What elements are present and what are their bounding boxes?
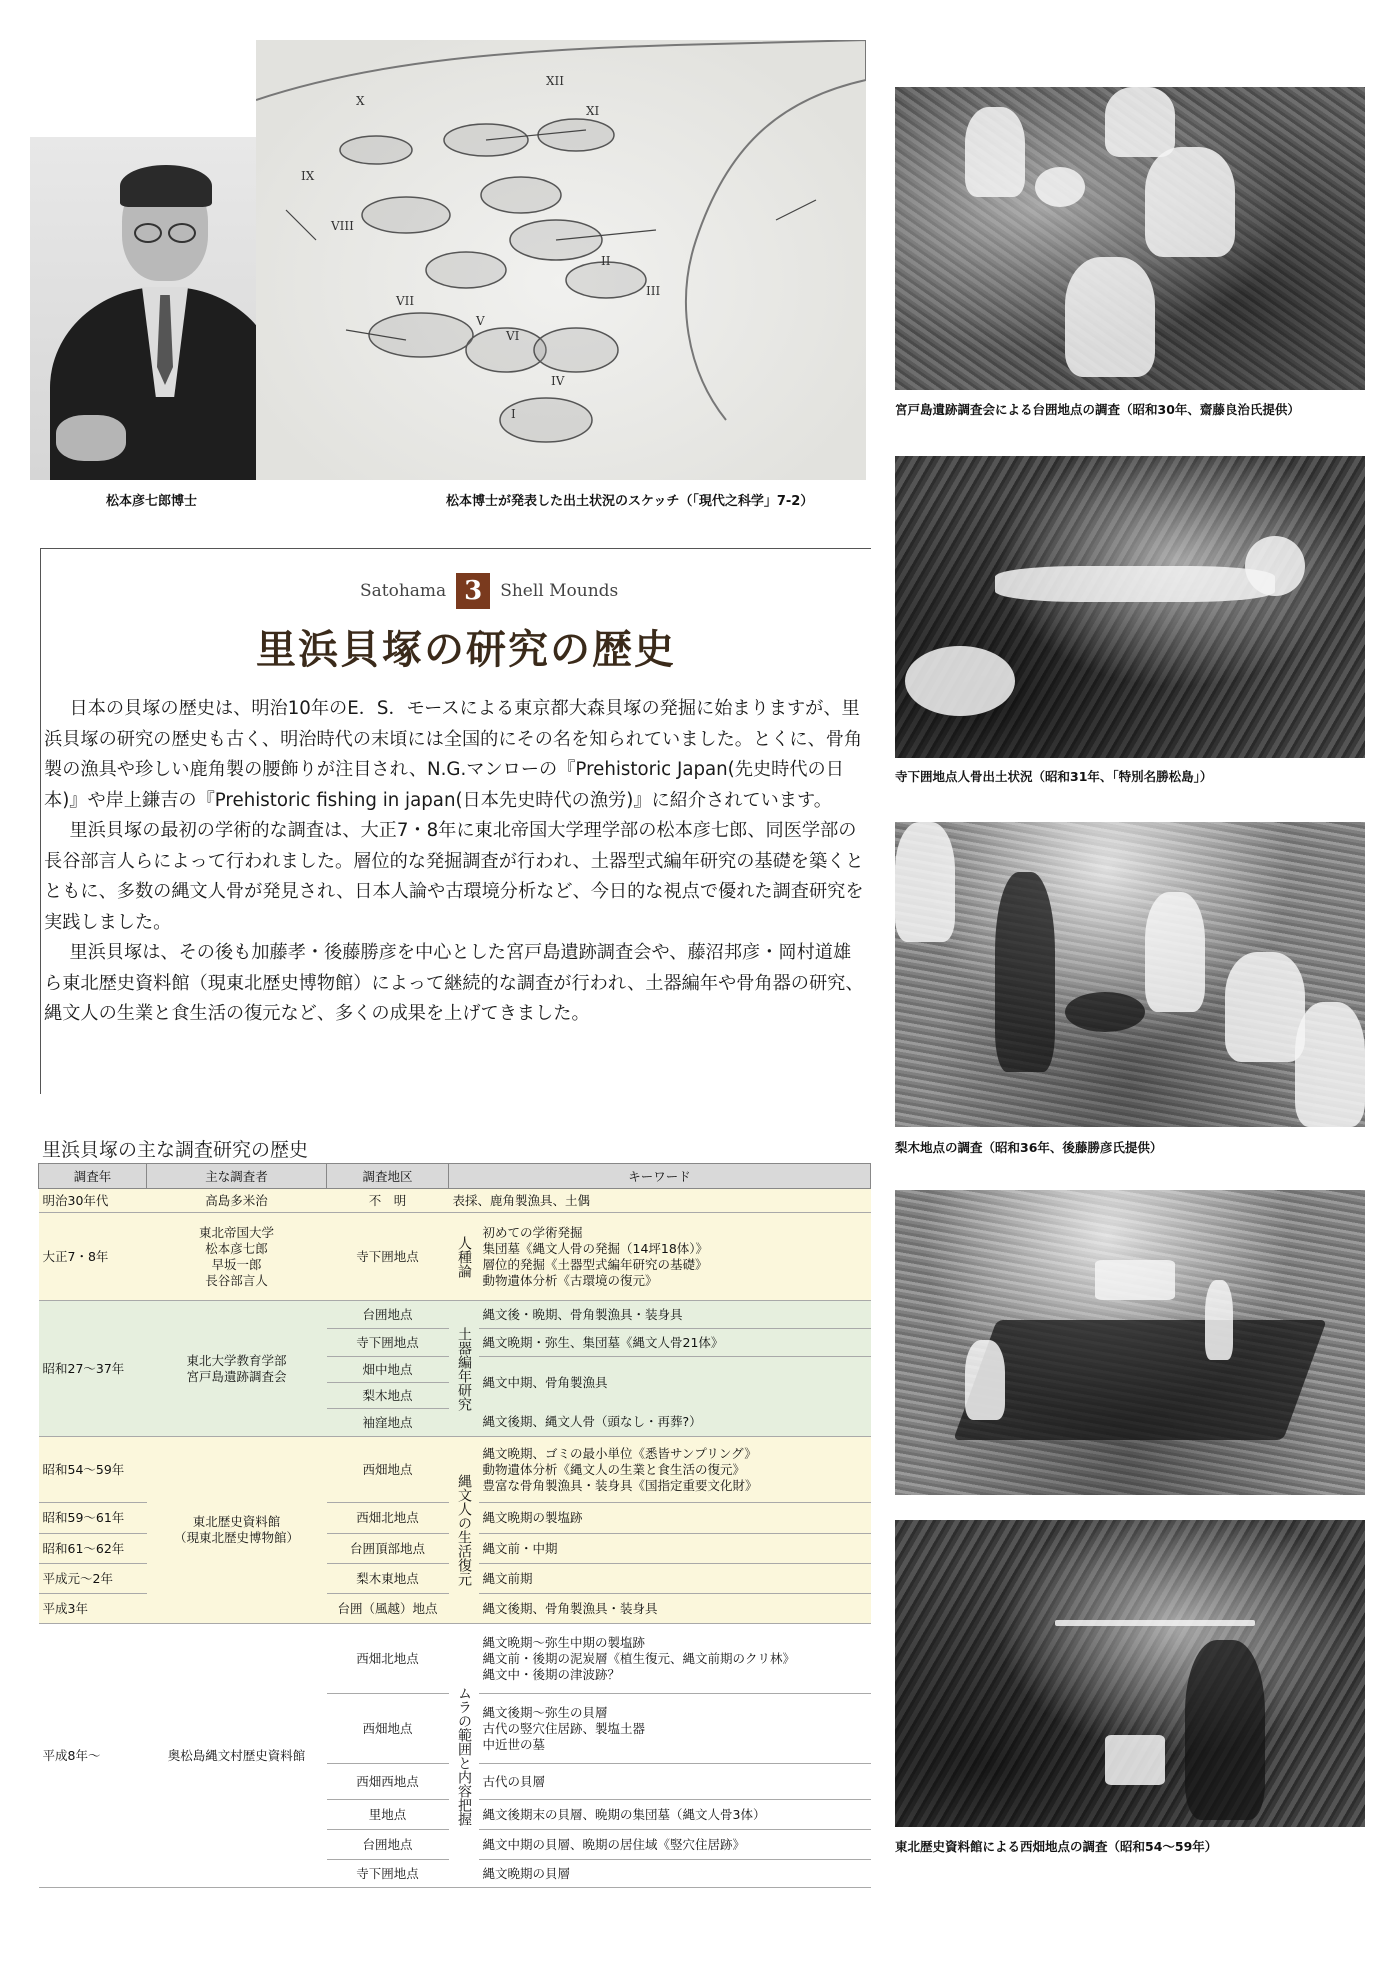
- photo-worker: [895, 822, 955, 942]
- investigator-line: 東北歴史資料館: [192, 1514, 281, 1529]
- photo-notebook: [1105, 1735, 1165, 1785]
- body-paragraph: 日本の貝塚の歴史は、明治10年のE．S．モースによる東京都大森貝塚の発掘に始まりますが、里浜貝塚の研究の歴史も古く、明治時代の末頃には全国的にその名を知られていました。とくに、骨角製の漁具や珍しい鹿角製の腰飾りが注目され、N.G.マンローの『Prehistoric Japan(先史時代の日本)』や岸上鎌吉の『Prehistoric fishing in japan(日本先史時代の漁労)』に紹介されています。: [44, 698, 863, 811]
- cell-keyword: 古代の貝層: [479, 1764, 871, 1800]
- feature-body: [44, 694, 864, 1030]
- keyword-line: 縄文中・後期の津波跡？: [482, 1666, 621, 1682]
- cell-year: 大正7・8年: [39, 1213, 147, 1301]
- sketch-numeral: XII: [546, 74, 565, 88]
- cell-site: 梨木東地点: [327, 1564, 449, 1594]
- investigator-line: 長谷部言人: [205, 1272, 268, 1288]
- cell-keyword: 縄文後期、縄文人骨（頭なし・再葬?）: [479, 1409, 871, 1437]
- sketch-numeral: VIII: [331, 219, 354, 233]
- photo-worker: [1205, 1280, 1233, 1360]
- photo5-caption: 東北歴史資料館による西畑地点の調査（昭和54～59年）: [895, 1839, 1218, 1854]
- cell-year: 平成3年: [39, 1594, 147, 1624]
- cell-year: 昭和54～59年: [39, 1437, 147, 1503]
- keyword-line: 集団墓《縄文人骨の発掘（14坪18体）》: [482, 1240, 709, 1256]
- portrait-hair: [120, 165, 212, 207]
- sketch-numeral: V: [476, 314, 485, 328]
- keyword-line: 古代の竪穴住居跡、製塩土器: [482, 1720, 646, 1736]
- cell-site: 袖窪地点: [327, 1409, 449, 1437]
- cell-site: 西畑北地点: [327, 1503, 449, 1534]
- cell-site: 畑中地点: [327, 1357, 449, 1383]
- portrait-glasses-right: [168, 223, 196, 243]
- cell-year: 明治30年代: [39, 1189, 147, 1213]
- sketch-burial: [369, 313, 473, 357]
- body-paragraph: 里浜貝塚の最初の学術的な調査は、大正7・8年に東北帝国大学理学部の松本彦七郎、同医学部の長谷部言人らによって行われました。層位的な発掘調査が行われ、土器型式編年研究の基礎を築くとともに、多数の縄文人骨が発見され、日本人論や古環境分析など、今日的な視点で優れた調査研究を実践しました。: [44, 820, 864, 933]
- cell-investigator: 高島多米治: [147, 1189, 327, 1213]
- photo2-caption: 寺下囲地点人骨出土状況（昭和31年、「特別名勝松島」）: [895, 769, 1213, 784]
- cell-investigator: 奥松島縄文村歴史資料館: [147, 1624, 327, 1888]
- cell-investigator: [147, 1437, 327, 1624]
- cell-keyword: [479, 1694, 871, 1764]
- cell-site: 西畑北地点: [327, 1624, 449, 1694]
- banner-label-right: Shell Mounds: [500, 581, 619, 601]
- photo-pot: [905, 646, 1015, 716]
- cell-keyword: [479, 1213, 871, 1301]
- excavation-photo-nashinoki: [895, 822, 1365, 1127]
- excavation-photo-nishibata: [895, 1520, 1365, 1827]
- cell-site: 西畑西地点: [327, 1764, 449, 1800]
- keyword-line: 中近世の墓: [482, 1736, 546, 1752]
- cell-keyword: 縄文晩期・弥生、集団墓《縄文人骨21体》: [479, 1329, 871, 1357]
- keyword-line: 縄文晩期、ゴミの最小単位《悉皆サンプリング》: [482, 1445, 757, 1461]
- sketch-numeral: X: [356, 94, 365, 108]
- sketch-drawing: [256, 40, 866, 480]
- cell-keyword: 縄文後期、骨角製漁具・装身具: [479, 1594, 871, 1624]
- header-year: 調査年: [39, 1164, 147, 1189]
- cell-keyword: 縄文後・晩期、骨角製漁具・装身具: [479, 1301, 871, 1329]
- cell-site: 不 明: [327, 1189, 449, 1213]
- table-title: 里浜貝塚の主な調査研究の歴史: [42, 1139, 309, 1161]
- photo-trench: [953, 1320, 1327, 1440]
- portrait-glasses-left: [134, 223, 162, 243]
- table-row: [39, 1213, 871, 1301]
- cell-keyword: 縄文晩期の製塩跡: [479, 1503, 871, 1534]
- table-row: [39, 1301, 871, 1329]
- photo-worker: [965, 107, 1025, 197]
- cell-theme: 縄文人の生活復元: [449, 1437, 479, 1624]
- sketch-burial: [538, 119, 614, 151]
- keyword-line: 縄文晩期～弥生中期の製塩跡: [482, 1634, 646, 1650]
- burial-photo-terashitagakoi: [895, 456, 1365, 758]
- cell-keyword: 縄文後期末の貝層、晩期の集団墓（縄文人骨3体）: [479, 1800, 871, 1830]
- cell-investigator: [147, 1213, 327, 1301]
- photo-skull: [1245, 536, 1305, 596]
- investigator-line: 東北帝国大学: [198, 1224, 274, 1240]
- cell-keyword: 縄文前期: [479, 1564, 871, 1594]
- keyword-line: 初めての学術発掘: [482, 1224, 583, 1240]
- excavation-photo-daigakoi: [895, 87, 1365, 390]
- banner-number: 3: [456, 573, 490, 609]
- photo-worker: [1105, 87, 1175, 157]
- photo-worker: [1185, 1640, 1265, 1820]
- cell-site: 西畑地点: [327, 1437, 449, 1503]
- cell-site: 寺下囲地点: [327, 1213, 449, 1301]
- portrait-photo: [30, 137, 287, 480]
- photo-worker: [1145, 147, 1235, 257]
- investigator-line: 宮戸島遺跡調査会: [186, 1368, 287, 1384]
- sketch-numeral: III: [646, 284, 661, 298]
- sketch-numeral: VI: [506, 329, 520, 343]
- photo3-caption: 梨木地点の調査（昭和36年、後藤勝彦氏提供）: [895, 1140, 1163, 1155]
- body-paragraph: 里浜貝塚は、その後も加藤孝・後藤勝彦を中心とした宮戸島遺跡調査会や、藤沼邦彦・岡村道雄ら東北歴史資料館（現東北歴史博物館）によって継続的な調査が行われ、土器編年や骨角器の研究、縄文人の生業と食生活の復元など、多くの成果を上げてきました。: [44, 942, 864, 1024]
- keyword-line: 層位的発掘《土器型式編年研究の基礎》: [482, 1256, 708, 1272]
- cell-year: 昭和61～62年: [39, 1534, 147, 1564]
- table-row: [39, 1189, 871, 1213]
- feature-banner: [360, 573, 618, 609]
- sketch-arrow: [286, 210, 316, 240]
- table-row: [39, 1624, 871, 1694]
- cell-keyword: 表採、鹿角製漁具、土偶: [449, 1189, 871, 1213]
- photo-bucket: [1035, 167, 1085, 207]
- sketch-burial: [362, 197, 450, 233]
- cell-site: 寺下囲地点: [327, 1860, 449, 1888]
- keyword-line: 縄文後期～弥生の貝層: [482, 1704, 608, 1720]
- photo-worker: [965, 1340, 1005, 1420]
- sketch-numeral: IV: [551, 374, 565, 388]
- sketch-numeral: VII: [396, 294, 415, 308]
- sketch-burial: [534, 328, 618, 372]
- sketch-arrow: [776, 200, 816, 220]
- cell-site: 台囲地点: [327, 1830, 449, 1860]
- photo-sieve: [1065, 992, 1145, 1032]
- portrait-caption: 松本彦七郎博士: [106, 494, 198, 509]
- cell-site: 台囲頂部地点: [327, 1534, 449, 1564]
- header-site: 調査地区: [327, 1164, 449, 1189]
- sketch-numeral: IX: [301, 169, 315, 183]
- sketch-caption: 松本博士が発表した出土状況のスケッチ（「現代之科学」7-2）: [446, 494, 814, 509]
- sketch-numeral: XI: [586, 104, 600, 118]
- sketch-burial: [340, 136, 412, 164]
- cell-theme: 土器編年研究: [449, 1301, 479, 1437]
- cell-keyword: 縄文晩期の貝層: [479, 1860, 871, 1888]
- investigator-line: 松本彦七郎: [205, 1240, 268, 1256]
- cell-site: 寺下囲地点: [327, 1329, 449, 1357]
- banner-label-left: Satohama: [360, 581, 447, 601]
- cell-theme: 人種論: [449, 1213, 479, 1301]
- cell-site: 梨木地点: [327, 1383, 449, 1409]
- feature-title: 里浜貝塚の研究の歴史: [256, 626, 676, 673]
- photo-worker: [1225, 952, 1305, 1062]
- table-row: [39, 1437, 871, 1503]
- investigator-line: 東北大学教育学部: [186, 1352, 287, 1368]
- photo-tent: [1095, 1260, 1175, 1300]
- portrait-hand: [56, 415, 126, 461]
- cell-year: 昭和59～61年: [39, 1503, 147, 1534]
- sketch-numeral: II: [601, 254, 611, 268]
- cell-year: 昭和27～37年: [39, 1301, 147, 1437]
- excavation-trench-photo: [895, 1190, 1365, 1495]
- sketch-burial: [426, 252, 506, 288]
- cell-year: 平成元～2年: [39, 1564, 147, 1594]
- cell-keyword: 縄文中期の貝層、晩期の居住域《竪穴住居跡》: [479, 1830, 871, 1860]
- photo-worker: [995, 872, 1055, 1072]
- keyword-line: 動物遺体分析《古環境の復元》: [482, 1272, 658, 1288]
- header-investigator: 主な調査者: [147, 1164, 327, 1189]
- sketch-numeral: I: [511, 407, 516, 421]
- sketch-burial: [481, 177, 561, 213]
- cell-year: 平成8年～: [39, 1624, 147, 1888]
- cell-site: 台囲（風越）地点: [327, 1594, 449, 1624]
- keyword-line: 豊富な骨角製漁具・装身具《国指定重要文化財》: [482, 1477, 758, 1493]
- cell-investigator: [147, 1301, 327, 1437]
- cell-keyword: 縄文前・中期: [479, 1534, 871, 1564]
- photo-skeleton: [995, 566, 1275, 602]
- history-table: [38, 1163, 871, 1888]
- header-keyword: キーワード: [449, 1164, 871, 1189]
- investigator-line: 早坂一郎: [211, 1256, 262, 1272]
- photo-scale-rod: [1055, 1620, 1255, 1626]
- photo-worker: [1065, 257, 1155, 377]
- photo-worker: [1145, 892, 1205, 1012]
- cell-keyword: [479, 1624, 871, 1694]
- cell-site: 西畑地点: [327, 1694, 449, 1764]
- cell-keyword: [479, 1437, 871, 1503]
- keyword-line: 縄文前・後期の泥炭層《植生復元、縄文前期のクリ林》: [482, 1650, 796, 1666]
- investigator-line: （現東北歴史博物館）: [173, 1530, 299, 1545]
- photo-worker: [1295, 1002, 1365, 1127]
- cell-site: 里地点: [327, 1800, 449, 1830]
- excavation-sketch: [256, 40, 866, 480]
- cell-keyword: 縄文中期、骨角製漁具: [479, 1357, 871, 1409]
- cell-theme: ムラの範囲と内容把握: [449, 1624, 479, 1888]
- keyword-line: 動物遺体分析《縄文人の生業と食生活の復元》: [482, 1461, 746, 1477]
- cell-site: 台囲地点: [327, 1301, 449, 1329]
- photo1-caption: 宮戸島遺跡調査会による台囲地点の調査（昭和30年、齋藤良治氏提供）: [895, 402, 1300, 417]
- table-header-row: [39, 1164, 871, 1189]
